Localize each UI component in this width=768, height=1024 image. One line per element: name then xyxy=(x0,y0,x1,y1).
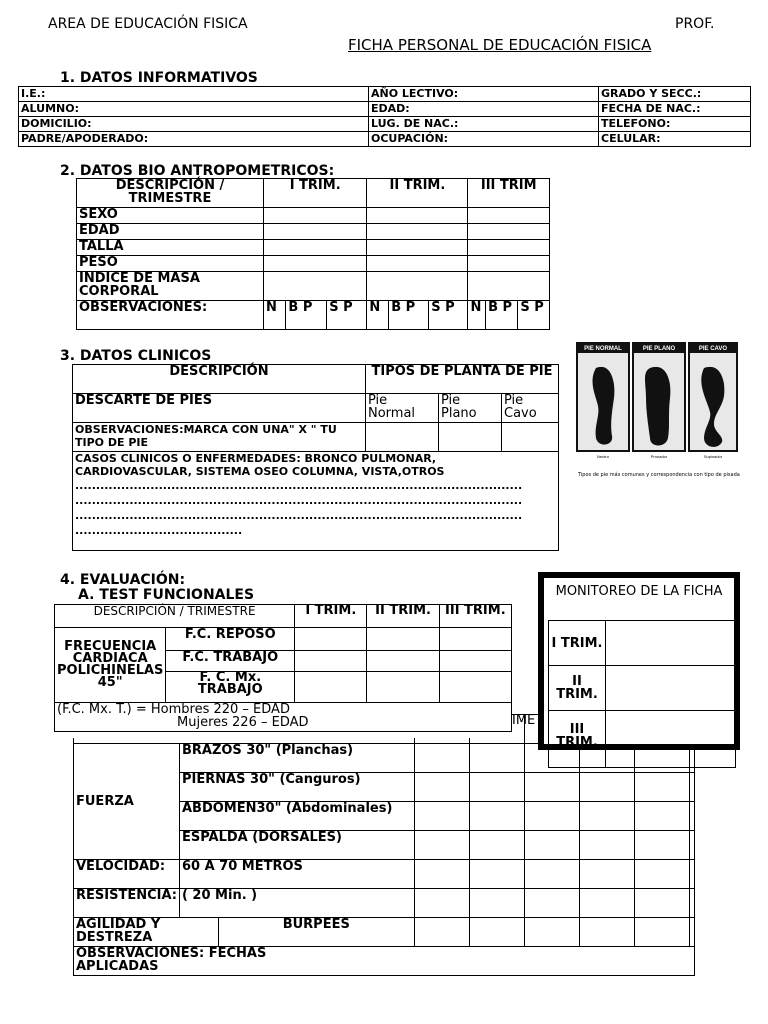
fuerza-row: ESPALDA (DORSALES) xyxy=(179,831,414,860)
monitoreo-cell[interactable] xyxy=(606,621,736,666)
hidden-header-fragment: IME xyxy=(512,713,536,728)
obs-n[interactable]: N xyxy=(367,301,389,330)
eval-cell[interactable] xyxy=(689,831,694,860)
pie-mark-cell[interactable] xyxy=(502,423,559,452)
tf-cell[interactable] xyxy=(295,672,367,703)
test-funcionales-table xyxy=(54,604,512,732)
eval-cell[interactable] xyxy=(634,889,689,918)
table-row xyxy=(74,860,695,889)
eval-cell[interactable] xyxy=(524,831,579,860)
tf-cell[interactable] xyxy=(367,672,439,703)
eval-cell[interactable] xyxy=(414,889,469,918)
tf-frecuencia: FRECUENCIA CARDIACA POLICHINELAS 45" xyxy=(55,628,166,703)
tf-formula xyxy=(55,703,512,732)
eval-cell[interactable] xyxy=(469,744,524,773)
pie-mark-cell[interactable] xyxy=(366,423,439,452)
table-row xyxy=(55,605,512,628)
bio-cell[interactable] xyxy=(468,256,550,272)
bio-cell[interactable] xyxy=(367,224,468,240)
sublabel-supinador: Supinador xyxy=(703,454,723,459)
eval-cell[interactable] xyxy=(469,860,524,889)
clin-casos[interactable] xyxy=(73,452,559,551)
obs-sp[interactable]: S P xyxy=(429,301,468,330)
bio-cell[interactable] xyxy=(367,208,468,224)
monitoreo-cell[interactable] xyxy=(606,711,736,768)
bio-table xyxy=(76,178,550,330)
table-row xyxy=(19,132,751,147)
monitoreo-title: MONITOREO DE LA FICHA xyxy=(555,584,723,599)
bio-head-i: I TRIM. xyxy=(264,179,367,208)
tf-head-ii: II TRIM. xyxy=(367,605,439,628)
bio-cell[interactable] xyxy=(367,256,468,272)
bio-cell[interactable] xyxy=(264,208,367,224)
table-row xyxy=(74,947,695,976)
fuerza-row: PIERNAS 30" (Canguros) xyxy=(179,773,414,802)
dots-line: ........................................ xyxy=(75,524,243,537)
field-grado[interactable]: GRADO Y SECC.: xyxy=(599,87,751,102)
field-celular[interactable]: CELULAR: xyxy=(599,132,751,147)
foot-types-svg xyxy=(574,340,740,460)
bio-row-label: SEXO xyxy=(77,208,264,224)
eval-cell[interactable] xyxy=(414,802,469,831)
section2-title: 2. DATOS BIO ANTROPOMETRICOS: xyxy=(60,163,335,179)
prof-label: PROF. xyxy=(675,16,715,32)
eval-cell[interactable] xyxy=(469,918,524,947)
tf-cell[interactable] xyxy=(295,651,367,672)
label-pie-normal: PIE NORMAL xyxy=(584,346,622,352)
obs-n[interactable]: N xyxy=(468,301,486,330)
obs-bp[interactable]: B P xyxy=(286,301,327,330)
resistencia-label: RESISTENCIA: xyxy=(74,889,180,918)
eval-observ[interactable] xyxy=(74,947,695,976)
monitoreo-row-ii: II TRIM. xyxy=(549,666,606,711)
field-fecha-nac[interactable]: FECHA DE NAC.: xyxy=(599,102,751,117)
table-row xyxy=(77,256,550,272)
eval-cell[interactable] xyxy=(469,831,524,860)
pie-cavo[interactable]: Pie Cavo xyxy=(502,394,559,423)
clin-descarte: DESCARTE DE PIES xyxy=(73,394,366,423)
eval-cell[interactable] xyxy=(689,918,694,947)
pie-mark-cell[interactable] xyxy=(439,423,502,452)
clin-desc-head: DESCRIPCIÓN xyxy=(73,365,366,394)
eval-cell[interactable] xyxy=(469,889,524,918)
bio-row-label: TALLA xyxy=(77,240,264,256)
eval-cell[interactable] xyxy=(634,831,689,860)
table-row xyxy=(74,889,695,918)
tf-head-desc: DESCRIPCIÓN / TRIMESTRE xyxy=(55,605,295,628)
pie-plano[interactable]: Pie Plano xyxy=(439,394,502,423)
eval-cell[interactable] xyxy=(579,831,634,860)
eval-cell[interactable] xyxy=(634,773,689,802)
tf-head-iii: III TRIM. xyxy=(439,605,511,628)
eval-cell[interactable] xyxy=(634,918,689,947)
fuerza-row: BRAZOS 30" (Planchas) xyxy=(179,744,414,773)
eval-cell[interactable] xyxy=(579,889,634,918)
obs-bp[interactable]: B P xyxy=(486,301,518,330)
monitoreo-table xyxy=(548,620,736,768)
formula-line2: Mujeres 226 – EDAD xyxy=(177,715,309,730)
section3-title: 3. DATOS CLINICOS xyxy=(60,348,212,364)
eval-cell[interactable] xyxy=(579,918,634,947)
clinicos-table xyxy=(72,364,559,551)
foot-types-image xyxy=(574,340,740,478)
bio-cell[interactable] xyxy=(264,224,367,240)
tf-cell[interactable] xyxy=(439,672,511,703)
tf-mx-trabajo: F. C. Mx. TRABAJO xyxy=(166,672,295,703)
table-row xyxy=(55,703,512,732)
obs-n[interactable]: N xyxy=(264,301,286,330)
table-row xyxy=(77,301,550,330)
eval-cell[interactable] xyxy=(469,802,524,831)
bio-row-label: INDICE DE MASA CORPORAL xyxy=(77,272,264,301)
obs-sp[interactable]: S P xyxy=(518,301,550,330)
bio-head-ii: II TRIM. xyxy=(367,179,468,208)
eval-cell[interactable] xyxy=(579,802,634,831)
page-title: FICHA PERSONAL DE EDUCACIÓN FISICA xyxy=(348,36,652,54)
table-row xyxy=(77,224,550,240)
table-row xyxy=(73,394,559,423)
eval-cell[interactable] xyxy=(634,860,689,889)
bio-row-label: PESO xyxy=(77,256,264,272)
field-ie[interactable]: I.E.: xyxy=(19,87,369,102)
eval-cell[interactable] xyxy=(634,802,689,831)
bio-head-iii: III TRIM xyxy=(468,179,550,208)
bio-cell[interactable] xyxy=(468,240,550,256)
bio-cell[interactable] xyxy=(264,240,367,256)
bio-cell[interactable] xyxy=(264,272,367,301)
bio-obs-label: OBSERVACIONES: xyxy=(77,301,264,330)
eval-cell[interactable] xyxy=(689,802,694,831)
tf-cell[interactable] xyxy=(295,628,367,651)
field-telefono[interactable]: TELEFONO: xyxy=(599,117,751,132)
sublabel-pronador: Pronador xyxy=(650,454,668,459)
table-row xyxy=(73,452,559,551)
resistencia-val: ( 20 Min. ) xyxy=(179,889,414,918)
tf-cell[interactable] xyxy=(439,628,511,651)
table-row xyxy=(73,365,559,394)
tf-reposo: F.C. REPOSO xyxy=(166,628,295,651)
field-ocupacion[interactable]: OCUPACIÓN: xyxy=(369,132,599,147)
tf-cell[interactable] xyxy=(439,651,511,672)
field-edad[interactable]: EDAD: xyxy=(369,102,599,117)
table-row xyxy=(74,918,695,947)
fuerza-label: FUERZA xyxy=(74,744,180,860)
clin-observ: OBSERVACIONES:MARCA CON UNA" X " TU TIPO DE PIE xyxy=(73,423,366,452)
eval-cell[interactable] xyxy=(689,889,694,918)
casos-label: CASOS CLINICOS O ENFERMEDADES: BRONCO PULMONAR, CARDIOVASCULAR, SISTEMA OSEO COLUMNA, VISTA,OTROS xyxy=(75,452,445,478)
agilidad-row xyxy=(74,918,415,947)
obs-sp[interactable]: S P xyxy=(327,301,367,330)
eval-cell[interactable] xyxy=(524,860,579,889)
pie-normal[interactable]: Pie Normal xyxy=(366,394,439,423)
field-domicilio[interactable]: DOMICILIO: xyxy=(19,117,369,132)
area-label: AREA DE EDUCACIÓN FISICA xyxy=(48,16,248,32)
velocidad-label: VELOCIDAD: xyxy=(74,860,180,889)
bio-cell[interactable] xyxy=(468,272,550,301)
dots-line: ........................................................................................................... xyxy=(75,494,523,507)
bio-cell[interactable] xyxy=(367,272,468,301)
table-row xyxy=(19,102,751,117)
eval-cell[interactable] xyxy=(689,860,694,889)
fuerza-row: ABDOMEN30" (Abdominales) xyxy=(179,802,414,831)
tf-cell[interactable] xyxy=(367,628,439,651)
table-row xyxy=(549,621,736,666)
eval-cell[interactable] xyxy=(579,860,634,889)
eval-cell[interactable] xyxy=(414,744,469,773)
tf-head-i: I TRIM. xyxy=(295,605,367,628)
bio-cell[interactable] xyxy=(468,208,550,224)
eval-cell[interactable] xyxy=(469,773,524,802)
sublabel-neutro: Neutro xyxy=(596,454,610,459)
table-row xyxy=(77,272,550,301)
table-row xyxy=(77,179,550,208)
obs-bp[interactable]: B P xyxy=(389,301,429,330)
velocidad-val: 60 A 70 METROS xyxy=(179,860,414,889)
table-row xyxy=(549,666,736,711)
field-padre[interactable]: PADRE/APODERADO: xyxy=(19,132,369,147)
datos-informativos-table xyxy=(18,86,751,147)
eval-cell[interactable] xyxy=(524,889,579,918)
bio-head-desc: DESCRIPCIÓN / TRIMESTRE xyxy=(77,179,264,208)
bio-row-label: EDAD xyxy=(77,224,264,240)
eval-cell[interactable] xyxy=(414,860,469,889)
field-lug-nac[interactable]: LUG. DE NAC.: xyxy=(369,117,599,132)
formula-line1: (F.C. Mx. T.) = Hombres 220 – EDAD xyxy=(57,702,290,717)
dots-line: ........................................................................................................... xyxy=(75,479,523,492)
label-pie-cavo: PIE CAVO xyxy=(698,346,728,352)
table-row xyxy=(55,628,512,651)
eval-cell[interactable] xyxy=(414,918,469,947)
bio-cell[interactable] xyxy=(264,256,367,272)
section4-sub: A. TEST FUNCIONALES xyxy=(78,587,255,603)
eval-cell[interactable] xyxy=(689,773,694,802)
table-row xyxy=(19,87,751,102)
foot-caption: Tipos de pie más comunes y correspondencia con tipo de pisada xyxy=(578,472,740,478)
section1-title: 1. DATOS INFORMATIVOS xyxy=(60,70,258,86)
monitoreo-cell[interactable] xyxy=(606,666,736,711)
label-pie-plano: PIE PLANO xyxy=(642,346,676,352)
section4-title: 4. EVALUACIÓN: xyxy=(60,572,186,588)
monitoreo-row-iii: III TRIM. xyxy=(549,711,606,768)
agilidad-label: AGILIDAD Y DESTREZA xyxy=(74,918,219,946)
bio-cell[interactable] xyxy=(468,224,550,240)
table-row xyxy=(73,423,559,452)
eval-observ-label: OBSERVACIONES: FECHAS APLICADAS xyxy=(76,946,267,974)
eval-cell[interactable] xyxy=(524,802,579,831)
eval-cell[interactable] xyxy=(524,773,579,802)
table-row xyxy=(77,208,550,224)
bio-cell[interactable] xyxy=(367,240,468,256)
eval-cell[interactable] xyxy=(579,773,634,802)
tf-cell[interactable] xyxy=(367,651,439,672)
eval-cell[interactable] xyxy=(524,918,579,947)
tf-trabajo: F.C. TRABAJO xyxy=(166,651,295,672)
monitoreo-box xyxy=(538,572,740,750)
dots-line: ........................................................................................................... xyxy=(75,509,523,522)
eval-cell[interactable] xyxy=(414,773,469,802)
agilidad-val: BURPEES xyxy=(282,917,350,932)
table-row xyxy=(77,240,550,256)
monitoreo-row-i: I TRIM. xyxy=(549,621,606,666)
field-alumno[interactable]: ALUMNO: xyxy=(19,102,369,117)
eval-cell[interactable] xyxy=(414,831,469,860)
field-ano-lectivo[interactable]: AÑO LECTIVO: xyxy=(369,87,599,102)
clin-tipos-head: TIPOS DE PLANTA DE PIE xyxy=(366,365,559,394)
table-row xyxy=(549,711,736,768)
table-row xyxy=(19,117,751,132)
